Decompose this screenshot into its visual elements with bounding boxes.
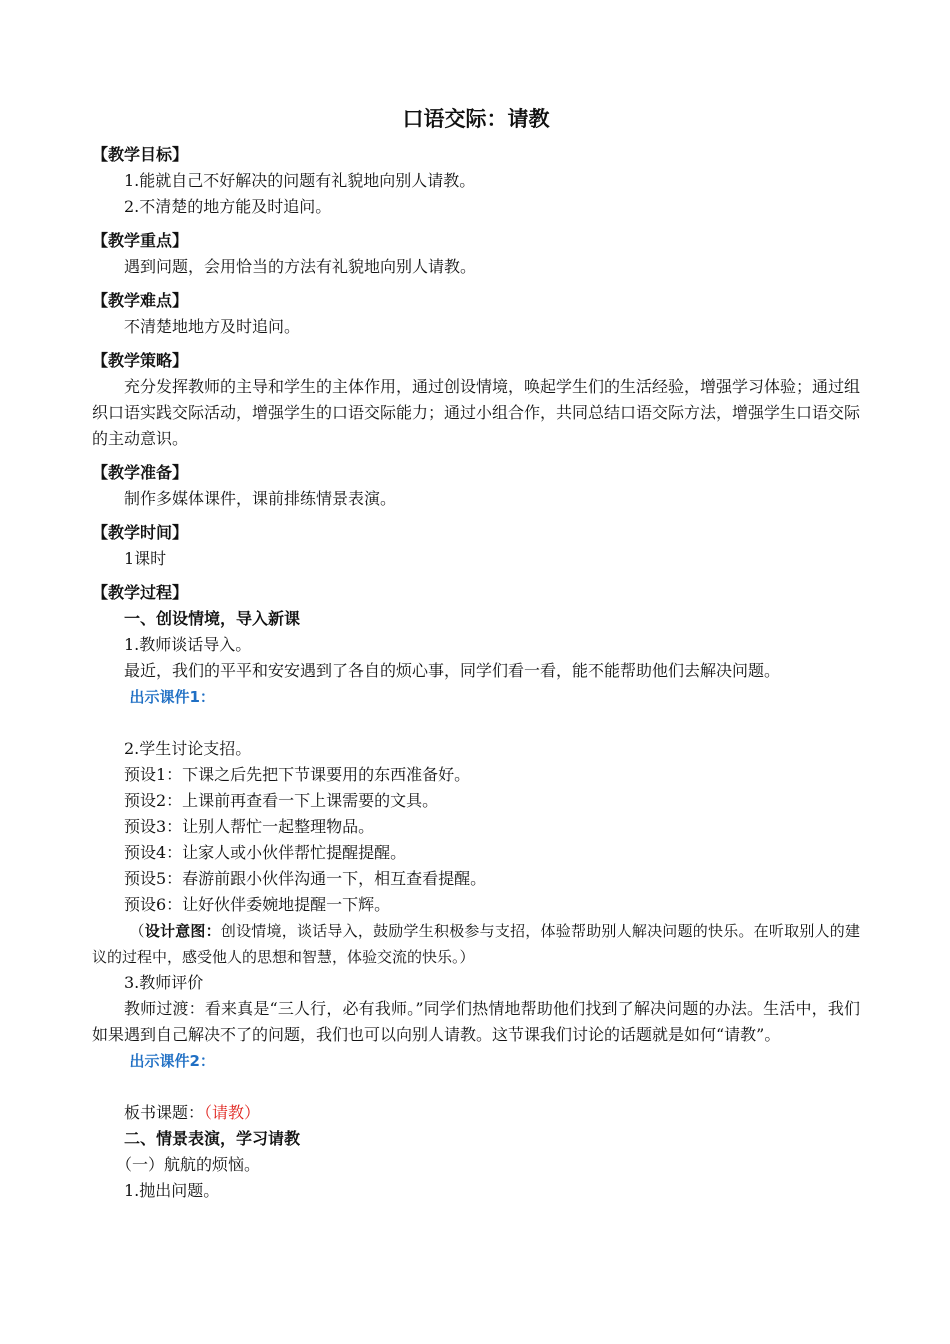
step1-text: 1.教师谈话导入。 xyxy=(124,635,252,654)
part2-heading: 二、情景表演，学习请教 xyxy=(124,1129,301,1148)
key-points-text: 遇到问题，会用恰当的方法有礼貌地向别人请教。 xyxy=(124,257,477,276)
preset-1: 预设1：下课之后先把下节课要用的东西准备好。 xyxy=(124,765,471,784)
page-title: 口语交际：请教 xyxy=(402,107,550,131)
goal-item-2: 2.不清楚的地方能及时追问。 xyxy=(124,197,332,216)
goals-heading: 【教学目标】 xyxy=(92,145,189,164)
strategy-heading: 【教学策略】 xyxy=(92,351,189,370)
time-heading: 【教学时间】 xyxy=(92,523,189,542)
design-note-label: 设计意图： xyxy=(144,922,221,940)
difficulties-heading: 【教学难点】 xyxy=(92,291,189,310)
step3-text: 3.教师评价 xyxy=(124,973,204,992)
sub1-step1: 1.抛出问题。 xyxy=(124,1181,220,1200)
courseware-2-placeholder xyxy=(92,1074,860,1100)
board-topic: 请教 xyxy=(212,1103,245,1122)
preset-3: 预设3：让别人帮忙一起整理物品。 xyxy=(124,817,375,836)
document-page xyxy=(92,104,860,1204)
preset-4: 预设4：让家人或小伙伴帮忙提醒提醒。 xyxy=(124,843,407,862)
design-note-open: （ xyxy=(129,922,145,940)
courseware-1-placeholder xyxy=(92,710,860,736)
preset-6: 预设6：让好伙伴委婉地提醒一下辉。 xyxy=(124,895,391,914)
process-heading: 【教学过程】 xyxy=(92,583,189,602)
part1-heading: 一、创设情境，导入新课 xyxy=(124,609,301,628)
board-topic-line xyxy=(92,1100,860,1126)
transition-text: 教师过渡：看来真是“三人行，必有我师。”同学们热情地帮助他们找到了解决问题的办法。生活中，我们如果遇到自己解决不了的问题，我们也可以向别人请教。这节课我们讨论的话题就是如何“请教”。 xyxy=(92,999,860,1044)
difficulties-text: 不清楚地地方及时追问。 xyxy=(124,317,301,336)
key-points-heading: 【教学重点】 xyxy=(92,231,189,250)
time-text: 1课时 xyxy=(124,549,167,568)
strategy-text: 充分发挥教师的主导和学生的主体作用，通过创设情境，唤起学生们的生活经验，增强学习体验；通过组织口语实践交际活动，增强学生的口语交际能力；通过小组合作，共同总结口语交际方法，增强学生口语交际的主动意识。 xyxy=(92,377,861,448)
design-note-text: 创设情境，谈话导入，鼓励学生积极参与支招，体验帮助别人解决问题的快乐。在听取别人的建议的过程中，感受他人的思想和智慧，体验交流的快乐。） xyxy=(92,922,860,966)
courseware-2-label: 出示课件2： xyxy=(129,1052,215,1070)
board-label: 板书课题： xyxy=(124,1103,205,1122)
courseware-1-label: 出示课件1： xyxy=(129,688,215,706)
preparation-heading: 【教学准备】 xyxy=(92,463,189,482)
intro-text: 最近，我们的平平和安安遇到了各自的烦心事，同学们看一看，能不能帮助他们去解决问题。 xyxy=(124,661,781,680)
goal-item-1: 1.能就自己不好解决的问题有礼貌地向别人请教。 xyxy=(124,171,476,190)
design-note xyxy=(92,918,860,970)
step2-text: 2.学生讨论支招。 xyxy=(124,739,252,758)
preset-5: 预设5：春游前跟小伙伴沟通一下，相互查看提醒。 xyxy=(124,869,487,888)
board-open-paren: （ xyxy=(204,1103,213,1122)
sub1-heading: （一）航航的烦恼。 xyxy=(116,1155,261,1174)
preparation-text: 制作多媒体课件，课前排练情景表演。 xyxy=(124,489,397,508)
board-close-paren: ） xyxy=(244,1103,261,1122)
preset-2: 预设2：上课前再查看一下上课需要的文具。 xyxy=(124,791,439,810)
